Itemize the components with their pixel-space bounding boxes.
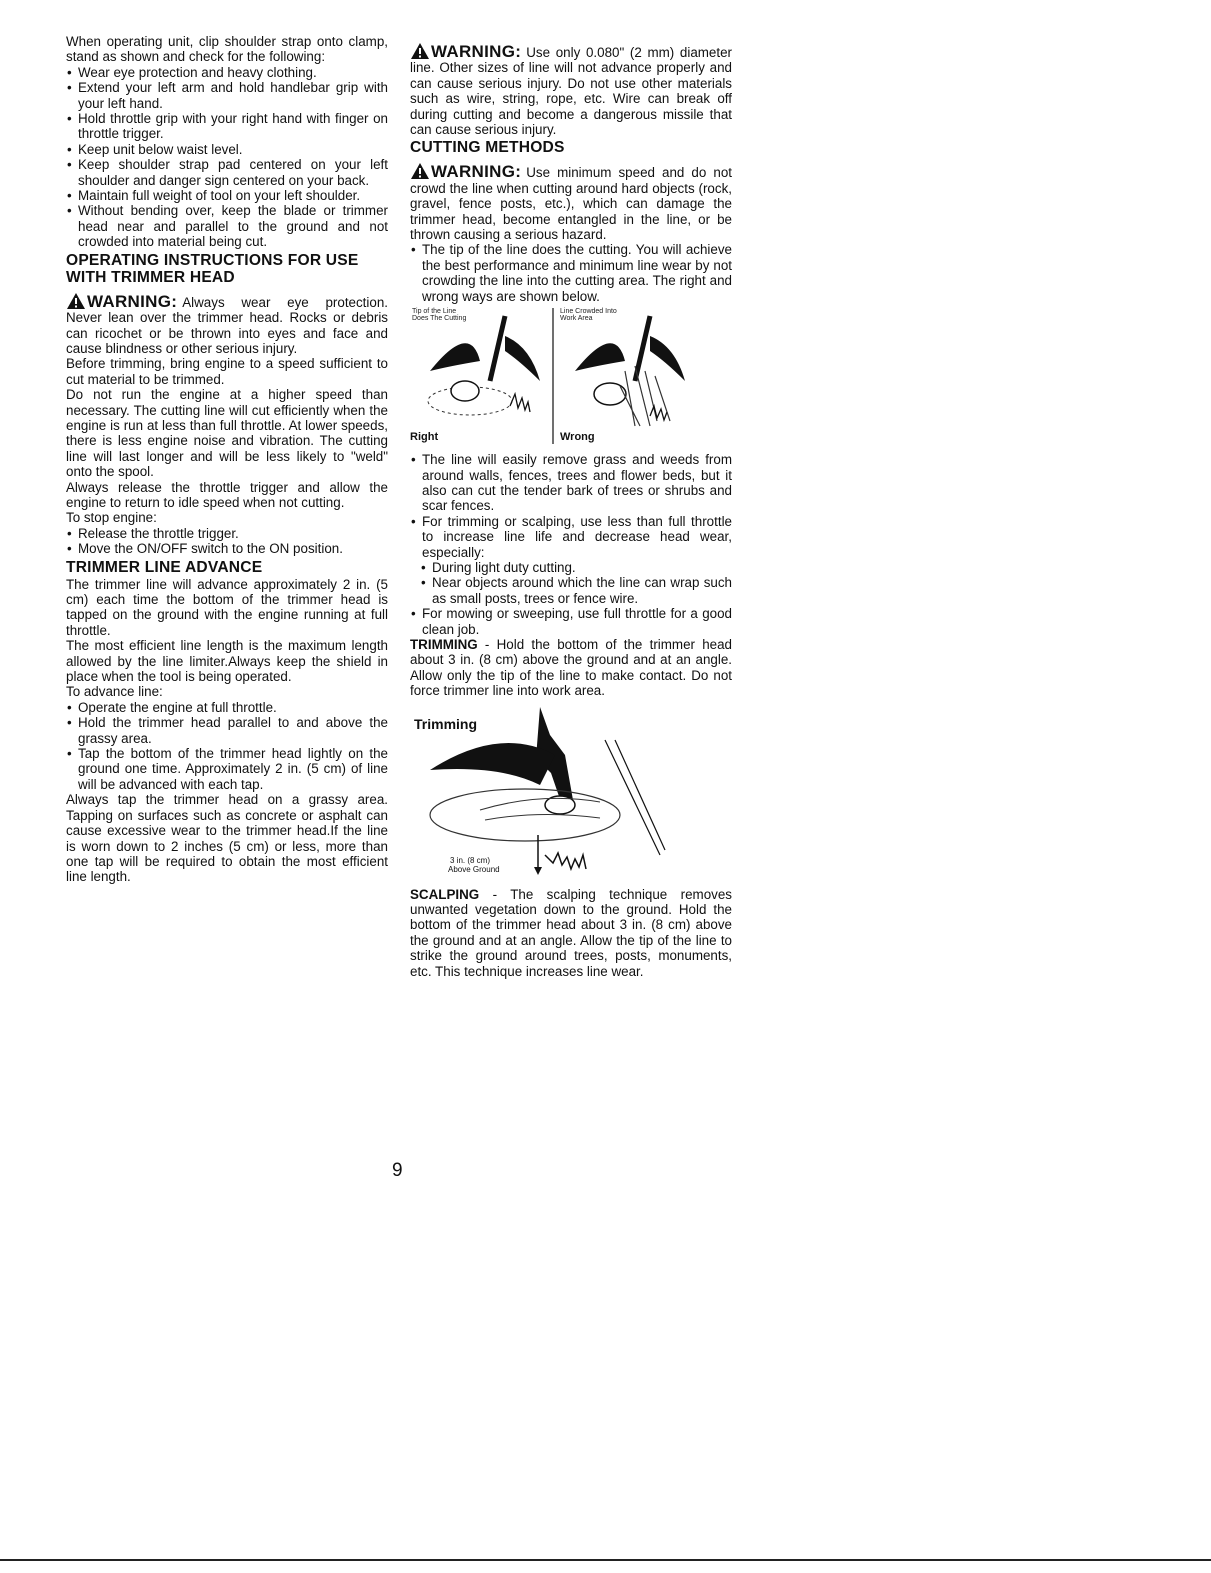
paragraph-before-trimming: Before trimming, bring engine to a speed sufficient to cut material to be trimmed. [66, 356, 388, 387]
list-item: • Operate the engine at full throttle. [66, 700, 388, 715]
warning-eye-protection [66, 292, 388, 357]
warning-label: WARNING: [87, 291, 178, 311]
paragraph-trimming [410, 637, 732, 699]
advance-bullet-list [66, 700, 388, 792]
list-item: • For mowing or sweeping, use full throttle for a good clean job. [410, 606, 732, 637]
list-item: • Near objects around which the line can wrap such as small posts, trees or fence wire. [420, 575, 732, 606]
warning-minimum-speed [410, 162, 732, 242]
list-item: • During light duty cutting. [420, 560, 732, 575]
list-item: • Keep shoulder strap pad centered on your left shoulder and danger sign centered on your back. [66, 157, 388, 188]
figure-label-wrong: Wrong [560, 431, 595, 444]
paragraph-efficient-length: The most efficient line length is the maximum length allowed by the line limiter.Always keep the shield in place when the tool is being operated. [66, 638, 388, 685]
list-item: • Move the ON/OFF switch to the ON position. [66, 541, 388, 556]
heading-operating-instructions: OPERATING INSTRUCTIONS FOR USE WITH TRIMMER HEAD [66, 251, 359, 286]
figure-trimming [410, 705, 732, 881]
figure-label-right: Right [410, 431, 439, 444]
list-item: • Keep unit below waist level. [66, 142, 388, 157]
figure-label-tip: Tip of the Line [412, 308, 457, 316]
warning-triangle-icon [66, 292, 86, 310]
figure-label-crowded: Work Area [560, 315, 593, 323]
list-item: • The line will easily remove grass and weeds from around walls, fences, trees and flower beds, but it also can cut the tender bark of trees or shrubs and scar fences. [410, 452, 732, 514]
list-item: • Hold throttle grip with your right hand with finger on throttle trigger. [66, 111, 388, 142]
warning-text: Use minimum speed and do not crowd the line when cutting around hard objects (rock, gravel, fence posts, etc.), which can damage the trimmer head, become entangled in the line, or be thrown causing a serious hazard. [410, 165, 732, 243]
trimmer-right-illustration [428, 316, 540, 415]
paragraph-always-tap: Always tap the trimmer head on a grassy area. Tapping on surfaces such as concrete or asphalt can cause excessive wear to the trimmer head.If the line is worn down to 2 inches (5 cm) or less, more than one tap will be required to obtain the most efficient line length. [66, 792, 388, 885]
list-item: • For trimming or scalping, use less than full throttle to increase line life and decrease head wear, especially: [410, 514, 732, 560]
figure-right-wrong [410, 306, 732, 446]
paragraph-scalping [410, 887, 732, 979]
left-column [66, 34, 388, 885]
list-item: • Tap the bottom of the trimmer head lightly on the ground one time. Approximately 2 in. (5 cm) of line will be advanced with each tap. [66, 746, 388, 792]
paragraph-to-advance: To advance line: [66, 684, 163, 700]
list-item: • Maintain full weight of tool on your left shoulder. [66, 188, 388, 203]
warning-triangle-icon [410, 162, 430, 180]
warning-label: WARNING: [431, 162, 522, 182]
sub-bullet-list [420, 560, 732, 606]
figure-label-height: Above Ground [448, 864, 500, 874]
warning-text: Always wear eye protection. Never lean over the trimmer head. Rocks or debris can ricochet or be thrown into eyes and face and cause blindness or other serious injury. [66, 294, 388, 356]
warning-text: Use only 0.080" (2 mm) diameter line. Other sizes of line will not advance properly and can cause serious injury. Do not use other materials such as wire, string, rope, etc. Wire can break off during cutting and become a dangerous missile that can cause serious injury. [410, 45, 732, 138]
list-item: • The tip of the line does the cutting. You will achieve the best performance and minimum line wear by not crowding the line into the cutting area. The right and wrong ways are shown below. [410, 242, 732, 304]
trimming-text: - Hold the bottom of the trimmer head about 3 in. (8 cm) above the ground and at an angle. Allow only the tip of the line to make contact. Do not force trimmer line into work area. [410, 636, 732, 699]
warning-triangle-icon [410, 42, 430, 60]
list-item: • Extend your left arm and hold handlebar grip with your left hand. [66, 80, 388, 111]
page-number: 9 [392, 1160, 403, 1181]
scalping-lead: SCALPING [410, 886, 480, 902]
paragraph-stop-engine: To stop engine: [66, 510, 157, 526]
warning-label: WARNING: [431, 42, 522, 61]
mowing-bullet-list [410, 606, 732, 637]
figure-label-height: 3 in. (8 cm) [450, 855, 491, 865]
heading-trimmer-line-advance: TRIMMER LINE ADVANCE [66, 558, 263, 576]
list-item: • Release the throttle trigger. [66, 526, 388, 541]
stop-bullet-list [66, 526, 388, 557]
figure-label-tip: Does The Cutting [412, 315, 467, 323]
right-wrong-illustration [410, 306, 710, 446]
scalping-text: - The scalping technique removes unwanted vegetation down to the ground. Hold the bottom of the trimmer head about 3 in. (8 cm) above the ground and at an angle. Allow the tip of the line to strike the ground around trees, posts, monuments, etc. This technique increases line wear. [410, 886, 732, 979]
figure-title-trimming: Trimming [414, 715, 478, 732]
warning-line-size [410, 42, 732, 137]
list-item: • Wear eye protection and heavy clothing. [66, 65, 388, 80]
tip-bullet-list [410, 242, 732, 304]
line-bullet-list [410, 452, 732, 560]
trimmer-wrong-illustration [575, 316, 685, 426]
heading-cutting-methods: CUTTING METHODS [410, 139, 565, 157]
paragraph-release-throttle: Always release the throttle trigger and allow the engine to return to idle speed when not cutting. [66, 479, 388, 510]
list-item: • Hold the trimmer head parallel to and above the grassy area. [66, 715, 388, 746]
right-column [410, 34, 732, 979]
paragraph-engine-speed: Do not run the engine at a higher speed than necessary. The cutting line will cut efficiently when the engine is run at less than full throttle. At lower speeds, there is less engine noise and vibration. The cutting line will last longer and will be less likely to "weld" onto the spool. [66, 387, 388, 480]
intro-text: When operating unit, clip shoulder strap onto clamp, stand as shown and check for the following: [66, 34, 388, 65]
trimming-lead: TRIMMING [410, 636, 478, 652]
intro-bullet-list [66, 65, 388, 250]
bottom-rule [0, 1559, 1211, 1561]
figure-label-crowded: Line Crowded Into [560, 308, 617, 316]
list-item: • Without bending over, keep the blade or trimmer head near and parallel to the ground and not crowded into material being cut. [66, 203, 388, 249]
paragraph-line-advance: The trimmer line will advance approximately 2 in. (5 cm) each time the bottom of the trimmer head is tapped on the ground with the engine running at full throttle. [66, 576, 388, 638]
